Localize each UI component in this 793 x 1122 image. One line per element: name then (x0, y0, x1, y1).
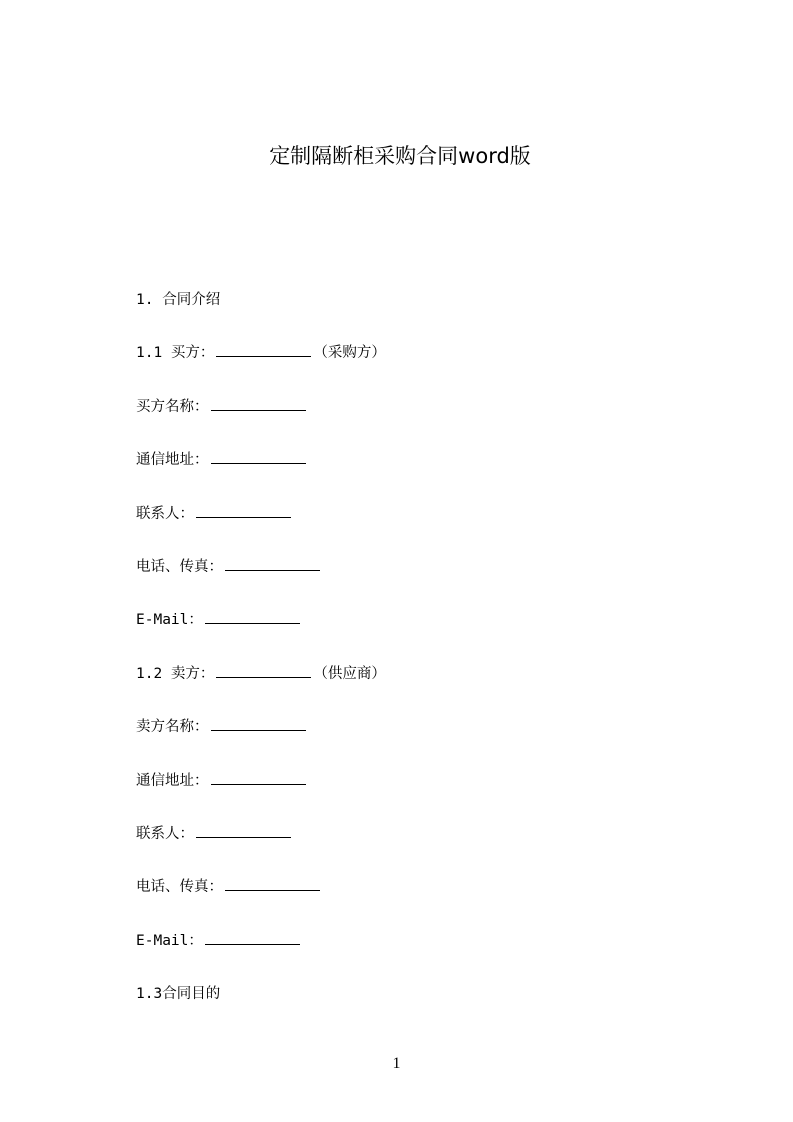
line-note: （采购方） (313, 345, 386, 362)
document-line (136, 503, 736, 556)
fill-in-blank (205, 609, 300, 624)
line-note: （供应商） (313, 665, 386, 682)
fill-in-blank (225, 876, 320, 891)
document-line (136, 449, 736, 502)
line-label: E-Mail： (136, 612, 203, 629)
line-label: 电话、传真： (136, 879, 223, 896)
document-line (136, 663, 736, 716)
fill-in-blank (205, 930, 300, 945)
page-number: 1 (392, 1055, 401, 1072)
document-line (136, 396, 736, 449)
document-body (136, 289, 736, 1036)
line-label: 1.2 卖方： (136, 665, 215, 682)
document-line (136, 823, 736, 876)
fill-in-blank (216, 342, 311, 357)
document-line (136, 930, 736, 983)
document-line (136, 609, 736, 662)
line-label: E-Mail： (136, 932, 203, 949)
line-label: 1.1 买方： (136, 345, 215, 362)
line-label: 通信地址： (136, 772, 209, 789)
document-line (136, 289, 736, 342)
document-line (136, 983, 736, 1036)
fill-in-blank (211, 716, 306, 731)
document-line (136, 716, 736, 769)
line-label: 通信地址： (136, 452, 209, 469)
document-line (136, 770, 736, 823)
fill-in-blank (211, 396, 306, 411)
fill-in-blank (211, 770, 306, 785)
fill-in-blank (216, 663, 311, 678)
document-line (136, 342, 736, 395)
document-line (136, 876, 736, 929)
line-label: 卖方名称： (136, 719, 209, 736)
line-label: 1.3合同目的 (136, 986, 221, 1003)
line-label: 联系人： (136, 825, 194, 842)
line-label: 联系人： (136, 505, 194, 522)
document-title: 定制隔断柜采购合同word版 (269, 144, 531, 168)
document-line (136, 556, 736, 609)
fill-in-blank (196, 823, 291, 838)
line-label: 1. 合同介绍 (136, 292, 221, 308)
fill-in-blank (225, 556, 320, 571)
fill-in-blank (211, 449, 306, 464)
fill-in-blank (196, 503, 291, 518)
line-label: 电话、传真： (136, 558, 223, 575)
line-label: 买方名称： (136, 398, 209, 415)
